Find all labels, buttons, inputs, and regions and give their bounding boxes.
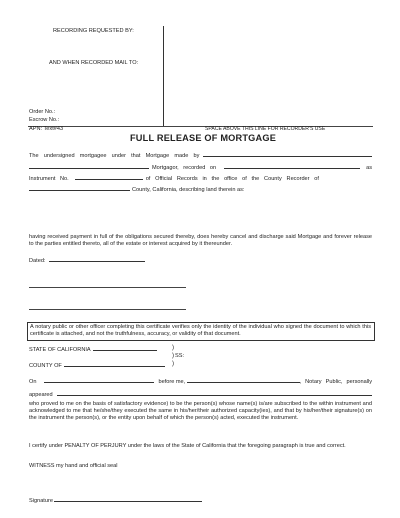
header-vertical-divider: [163, 26, 164, 126]
proved-paragraph: who proved to me on the basis of satisfactory evidence) to be the person(s) whose name(s) is/are subscribed to the within instrument and acknowledged to me that he/she/they executed the same in his/her/their authorized capacity(ies), and that by his/her/their signature(s) on the instrument the person(s), or the entity upon behalf of which the person(s) acted, executed the instrument.: [29, 401, 372, 421]
recorded-date-field[interactable]: [224, 163, 360, 169]
appeared-label: appeared: [29, 392, 53, 398]
mortgagor-name-field[interactable]: [203, 151, 372, 157]
certify-paragraph: I certify under PENALTY OF PERJURY under the laws of the State of California that the foregoing paragraph is true and correct.: [29, 443, 346, 449]
county-label: COUNTY OF: [29, 363, 62, 369]
body-line-3: [29, 174, 372, 183]
instrument-no-text: Instrument No.: [29, 176, 69, 182]
on-before-line: [29, 377, 372, 386]
as-text: as: [366, 165, 372, 171]
recorders-use-label: SPACE ABOVE THIS LINE FOR RECORDER'S USE: [205, 126, 326, 132]
notary-notice-box: [27, 322, 375, 341]
witness-text: WITNESS my hand and official seal: [29, 463, 118, 469]
appeared-field[interactable]: [57, 390, 372, 396]
when-recorded-mail-to: AND WHEN RECORDED MAIL TO:: [49, 60, 139, 66]
mortgagor-recorded-text: Mortgagor, recorded on: [152, 165, 217, 171]
body-line-2: [29, 163, 372, 172]
notary-county-field[interactable]: [64, 361, 165, 367]
mortgagee-text: The undersigned mortgagee under that Mortgage made by: [29, 153, 200, 159]
state-line: [29, 345, 157, 354]
escrow-no-label: Escrow No.:: [29, 117, 60, 123]
signature-label: Signature: [29, 498, 53, 504]
apn-label: APN: Text#43: [29, 126, 64, 132]
notary-public-label: , Notary Public, personally: [299, 379, 372, 385]
ss-label: SS:: [175, 353, 185, 359]
county-description-text: County, California, describing land therein as:: [132, 187, 245, 193]
appeared-line: [29, 390, 372, 399]
state-field[interactable]: [93, 345, 157, 351]
order-no-label: Order No.:: [29, 109, 56, 115]
dated-line: [29, 256, 145, 265]
county-line: [29, 361, 165, 370]
notary-signature-field[interactable]: [54, 496, 202, 502]
notary-notice-text: A notary public or other officer completing this certificate verifies only the identity of the individual who signed the document to which this certificate is attached, and not the truthfulness, accuracy, or validity of that document.: [30, 324, 371, 337]
notary-name-field[interactable]: [187, 377, 299, 383]
state-label: STATE OF CALIFORNIA: [29, 347, 91, 353]
dated-label: Dated:: [29, 258, 46, 264]
bracket-1: ): [172, 345, 174, 351]
dated-field[interactable]: [49, 256, 145, 262]
on-date-field[interactable]: [44, 377, 154, 383]
release-paragraph: having received payment in full of the obligations secured thereby, does hereby cancel and discharge said Mortgage and forever release to the parties entitled thereto, all of the estate or interest acquired by it thereunder.: [29, 234, 372, 247]
mortgagor-field[interactable]: [29, 163, 149, 169]
signature-line-1[interactable]: [29, 287, 186, 288]
official-records-text: of Official Records in the office of the County Recorder of: [145, 176, 319, 182]
before-me-label: before me,: [158, 379, 186, 385]
on-label: On: [29, 379, 37, 385]
recording-requested-by: RECORDING REQUESTED BY:: [53, 28, 134, 34]
instrument-no-field[interactable]: [75, 174, 143, 180]
body-line-4: [29, 185, 244, 194]
notary-signature-line: [29, 496, 202, 505]
bracket-2: ): [172, 353, 174, 359]
county-field[interactable]: [29, 185, 130, 191]
page-title: FULL RELEASE OF MORTGAGE: [130, 133, 277, 143]
bracket-3: ): [172, 361, 174, 367]
body-line-1: [29, 151, 372, 160]
signature-line-2[interactable]: [29, 309, 186, 310]
